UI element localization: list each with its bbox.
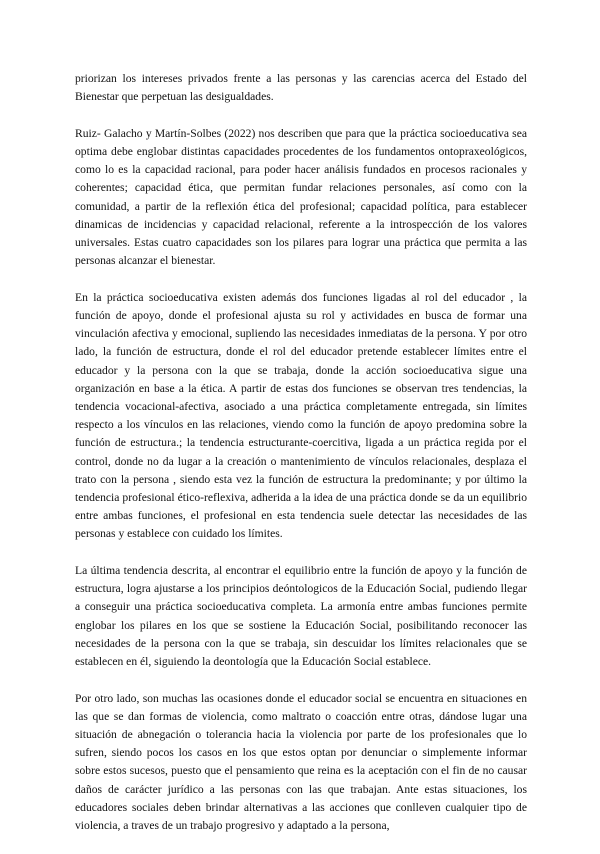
paragraph-3: En la práctica socioeducativa existen además dos funciones ligadas al rol del educador , la función de apoyo, donde el profesional ajusta su rol y actividades en busca de formar una vinculación afectiva y emocional, supliendo las necesidades inmediatas de la persona. Y por otro lado, la función de estructura, donde el rol del educador pretende establecer límites entre el educador y la persona con la que se trabaja, donde la acción socioeducativa sigue una organización en base a la ética. A partir de estas dos funciones se observan tres tendencias, la tendencia vocacional-afectiva, asociado a una práctica completamente entregada, sin límites respecto a los vínculos en las relaciones, viendo como la función de apoyo predomina sobre la función de estructura.; la tendencia estructurante-coercitiva, ligada a un práctica regida por el control, donde no da lugar a la creación o mantenimiento de vínculos relacionales, desplaza el trato con la persona , siendo esta vez la función de estructura la predominante; y por último la tendencia profesional ético-reflexiva, adherida a la idea de una práctica donde se da un equilibrio entre ambas funciones, el profesional en esta tendencia suele detectar las necesidades de las personas y establece con cuidado los límites. xyxy=(75,290,527,541)
paragraph-4: La última tendencia descrita, al encontrar el equilibrio entre la función de apoyo y la función de estructura, logra ajustarse a los principios deóntologicos de la Educación Social, pudiendo llegar a conseguir una práctica socioeducativa completa. La armonía entre ambas funciones permite englobar los pilares en los que se sostiene la Educación Social, posibilitando reconocer las necesidades de la persona con la que se trabaja, sin descuidar los límites relacionales que se establecen en él, siguiendo la deontología que la Educación Social establece. xyxy=(75,564,527,669)
paragraph-1: priorizan los intereses privados frente a las personas y las carencias acerca del Estado del Bienestar que perpetuan las desigualdades. xyxy=(75,72,527,104)
paragraph-2: Ruiz- Galacho y Martín-Solbes (2022) nos describen que para que la práctica socioeducativa sea optima debe englobar distintas capacidades procedentes de los fundamentos ontopraxeológicos, como lo es la capacidad racional, para poder hacer análisis fundados en procesos racionales y coherentes; capacidad ética, que permitan fundar relaciones personales, así como con la comunidad, a partir de la reflexión ética del profesional; capacidad política, para establecer dinamicas de incidencias y capacidad relacional, referente a la introspección de los valores universales. Estas cuatro capacidades son los pilares para lograr una práctica que permita a las personas alcanzar el bienestar. xyxy=(75,126,527,268)
paragraph-5: Por otro lado, son muchas las ocasiones donde el educador social se encuentra en situaciones en las que se dan formas de violencia, como maltrato o coacción entre otras, dándose lugar una situación de abnegación o tolerancia hacia la violencia por parte de los profesionales que lo sufren, siendo pocos los casos en los que estos optan por denunciar o simplemente informar sobre estos sucesos, puesto que el pensamiento que reina es la aceptación con el fin de no causar daños de carácter jurídico a las personas con las que trabajan. Ante estas situaciones, los educadores sociales deben brindar alternativas a las acciones que conlleven cualquier tipo de violencia, a traves de un trabajo progresivo y adaptado a la persona, xyxy=(75,691,527,833)
document-page xyxy=(75,70,527,854)
